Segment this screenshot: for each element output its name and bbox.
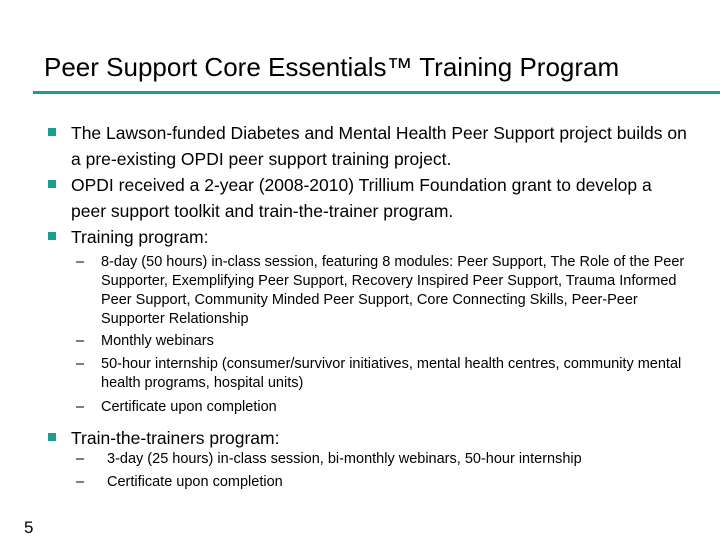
dash-icon: – [76,474,85,490]
sub-bullet-item [76,473,686,492]
dash-icon: – [76,399,85,415]
sub-bullet-item [76,450,686,469]
sub-bullet-text: Monthly webinars [101,333,214,349]
bullet-square-icon [48,433,56,441]
bullet-text: OPDI received a 2-year (2008-2010) Trillium Foundation grant to develop a peer support toolkit and train-the-trainer program. [71,175,652,221]
dash-icon: – [76,451,85,467]
sub-bullet-text: 8-day (50 hours) in-class session, featuring 8 modules: Peer Support, The Role of the Peer Supporter, Exemplifying Peer Support, Recovery Inspired Peer Support, Trauma Informed Peer Support, Community Minded Peer Support, Core Connecting Skills, Peer-Peer Supporter Relationship [101,254,685,327]
sub-bullet-item [76,332,686,351]
sub-bullet-text: Certificate upon completion [101,399,277,415]
bullet-text: Train-the-trainers program: [71,428,280,448]
bullet-square-icon [48,128,56,136]
bullet-item [48,425,688,451]
dash-icon: – [76,333,85,349]
sub-bullet-item [76,398,686,417]
bullet-item [48,224,688,250]
title-divider [33,91,720,94]
sub-bullet-item [76,253,686,329]
sub-bullet-item [76,355,686,393]
bullet-item [48,120,688,172]
slide-number: 5 [24,518,34,537]
slide-title: Peer Support Core Essentials™ Training Program [44,52,620,82]
dash-icon: – [76,254,85,270]
bullet-square-icon [48,180,56,188]
bullet-text: Training program: [71,227,209,247]
bullet-text: The Lawson-funded Diabetes and Mental Health Peer Support project builds on a pre-existing OPDI peer support training project. [71,123,687,169]
sub-bullet-text: Certificate upon completion [107,474,283,490]
dash-icon: – [76,356,85,372]
bullet-item [48,172,688,224]
sub-bullet-text: 3-day (25 hours) in-class session, bi-monthly webinars, 50-hour internship [107,451,582,467]
sub-bullet-text: 50-hour internship (consumer/survivor initiatives, mental health centres, community mental health programs, hospital units) [101,356,682,391]
bullet-square-icon [48,232,56,240]
